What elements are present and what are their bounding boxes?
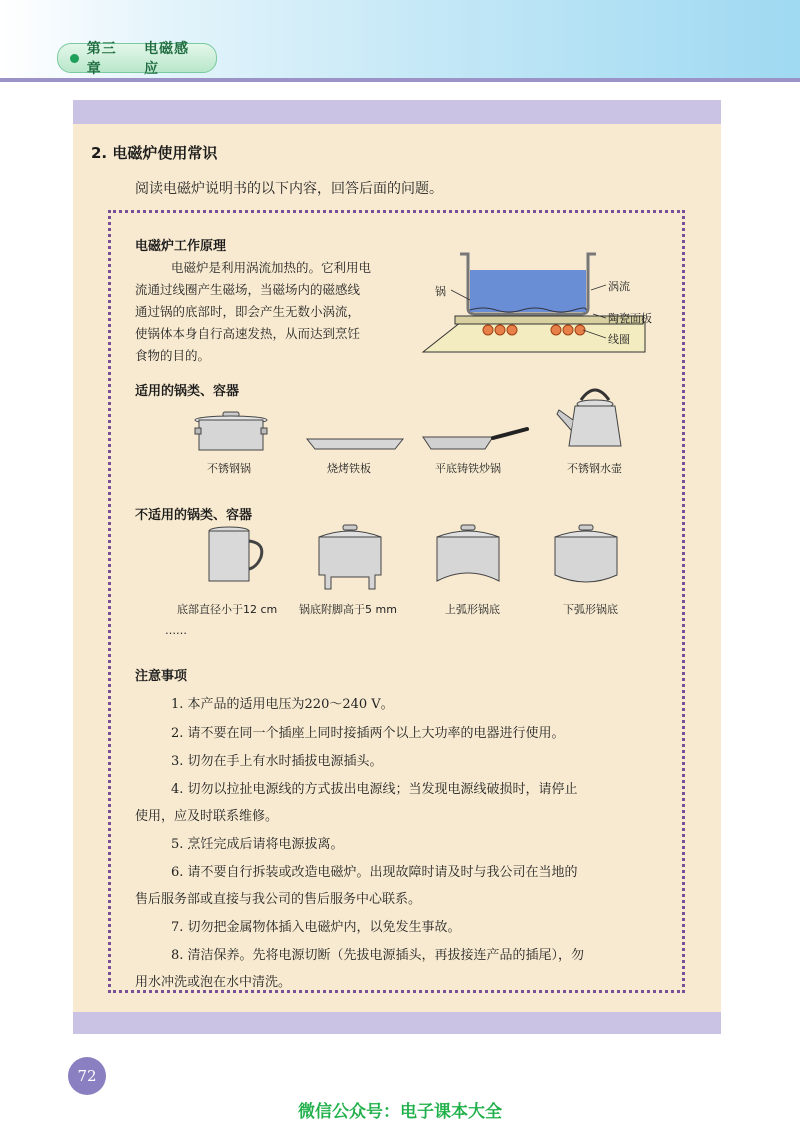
chapter-badge: [57, 41, 217, 77]
header-divider: [0, 78, 800, 82]
note-item-continued: 用水冲洗或泡在水中清洗。: [135, 975, 292, 990]
label-pot: 锅: [435, 285, 446, 298]
chapter-number: 第三章: [86, 41, 117, 77]
section-title: 2. 电磁炉使用常识: [91, 144, 218, 162]
principle-line: 电磁炉是利用涡流加热的。它利用电: [171, 260, 372, 275]
unsuitable-title: 不适用的锅类、容器: [135, 508, 253, 523]
unsuitable-caption: 上弧形锅底: [445, 603, 500, 616]
chapter-title: 电磁感应: [144, 41, 190, 77]
note-item: 6. 请不要自行拆装或改造电磁炉。出现故障时请及时与我公司在当地的: [171, 865, 578, 880]
section-intro: 阅读电磁炉说明书的以下内容，回答后面的问题。: [135, 181, 443, 197]
suitable-caption: 平底铸铁炒锅: [435, 462, 501, 475]
suitable-caption: 烧烤铁板: [327, 462, 371, 475]
unsuitable-ellipsis: ……: [165, 624, 187, 637]
unsuitable-caption: 锅底附脚高于5 mm: [299, 603, 397, 616]
unsuitable-caption: 底部直径小于12 cm: [177, 603, 278, 616]
note-item: 7. 切勿把金属物体插入电磁炉内，以免发生事故。: [171, 920, 461, 935]
stainless-pot-icon: [195, 410, 275, 460]
footed-pot-icon: [313, 525, 393, 590]
principle-title: 电磁炉工作原理: [135, 239, 227, 254]
concave-bottom-pot-icon: [549, 525, 629, 587]
water: [470, 270, 586, 312]
unsuitable-caption: 下弧形锅底: [563, 603, 618, 616]
note-item: 4. 切勿以拉扯电源线的方式拔出电源线；当发现电源线破损时，请停止: [171, 782, 578, 797]
bullet-dot-icon: [70, 54, 79, 63]
note-item: 5. 烹饪完成后请将电源拔离。: [171, 837, 344, 852]
note-item: 1. 本产品的适用电压为220～240 V。: [171, 697, 394, 712]
watermark-text: 微信公众号：电子课本大全: [298, 1102, 502, 1122]
label-coil: 线圈: [608, 333, 630, 346]
frying-pan-icon: [421, 425, 531, 453]
page-number: 72: [68, 1057, 106, 1095]
notes-title: 注意事项: [135, 669, 188, 684]
principle-line: 食物的目的。: [135, 348, 211, 363]
principle-line: 使锅体本身自行高速发热，从而达到烹饪: [135, 326, 361, 341]
note-item: 8. 清洁保养。先将电源切断（先拔电源插头，再拔接连产品的插尾），勿: [171, 948, 585, 963]
box-top-band: [73, 100, 721, 124]
kettle-icon: [555, 380, 635, 450]
label-ceramic-panel: 陶瓷面板: [608, 312, 652, 325]
note-item: 3. 切勿在手上有水时插拔电源插头。: [171, 754, 383, 769]
note-item-continued: 售后服务部或直接与我公司的售后服务中心联系。: [135, 892, 422, 907]
principle-line: 通过锅的底部时，即会产生无数小涡流，: [135, 304, 361, 319]
note-item: 2. 请不要在同一个插座上同时接插两个以上大功率的电器进行使用。: [171, 726, 565, 741]
grill-plate-icon: [305, 435, 405, 455]
label-eddy: 涡流: [608, 280, 630, 293]
suitable-title: 适用的锅类、容器: [135, 384, 240, 399]
note-item-continued: 使用，应及时联系维修。: [135, 809, 279, 824]
narrow-mug-icon: [201, 525, 271, 585]
principle-line: 流通过线圈产生磁场，当磁场内的磁感线: [135, 282, 361, 297]
content-box: [73, 100, 721, 1034]
box-bottom-band: [73, 1012, 721, 1034]
suitable-caption: 不锈钢水壶: [567, 462, 622, 475]
suitable-caption: 不锈钢锅: [207, 462, 251, 475]
convex-bottom-pot-icon: [431, 525, 511, 585]
